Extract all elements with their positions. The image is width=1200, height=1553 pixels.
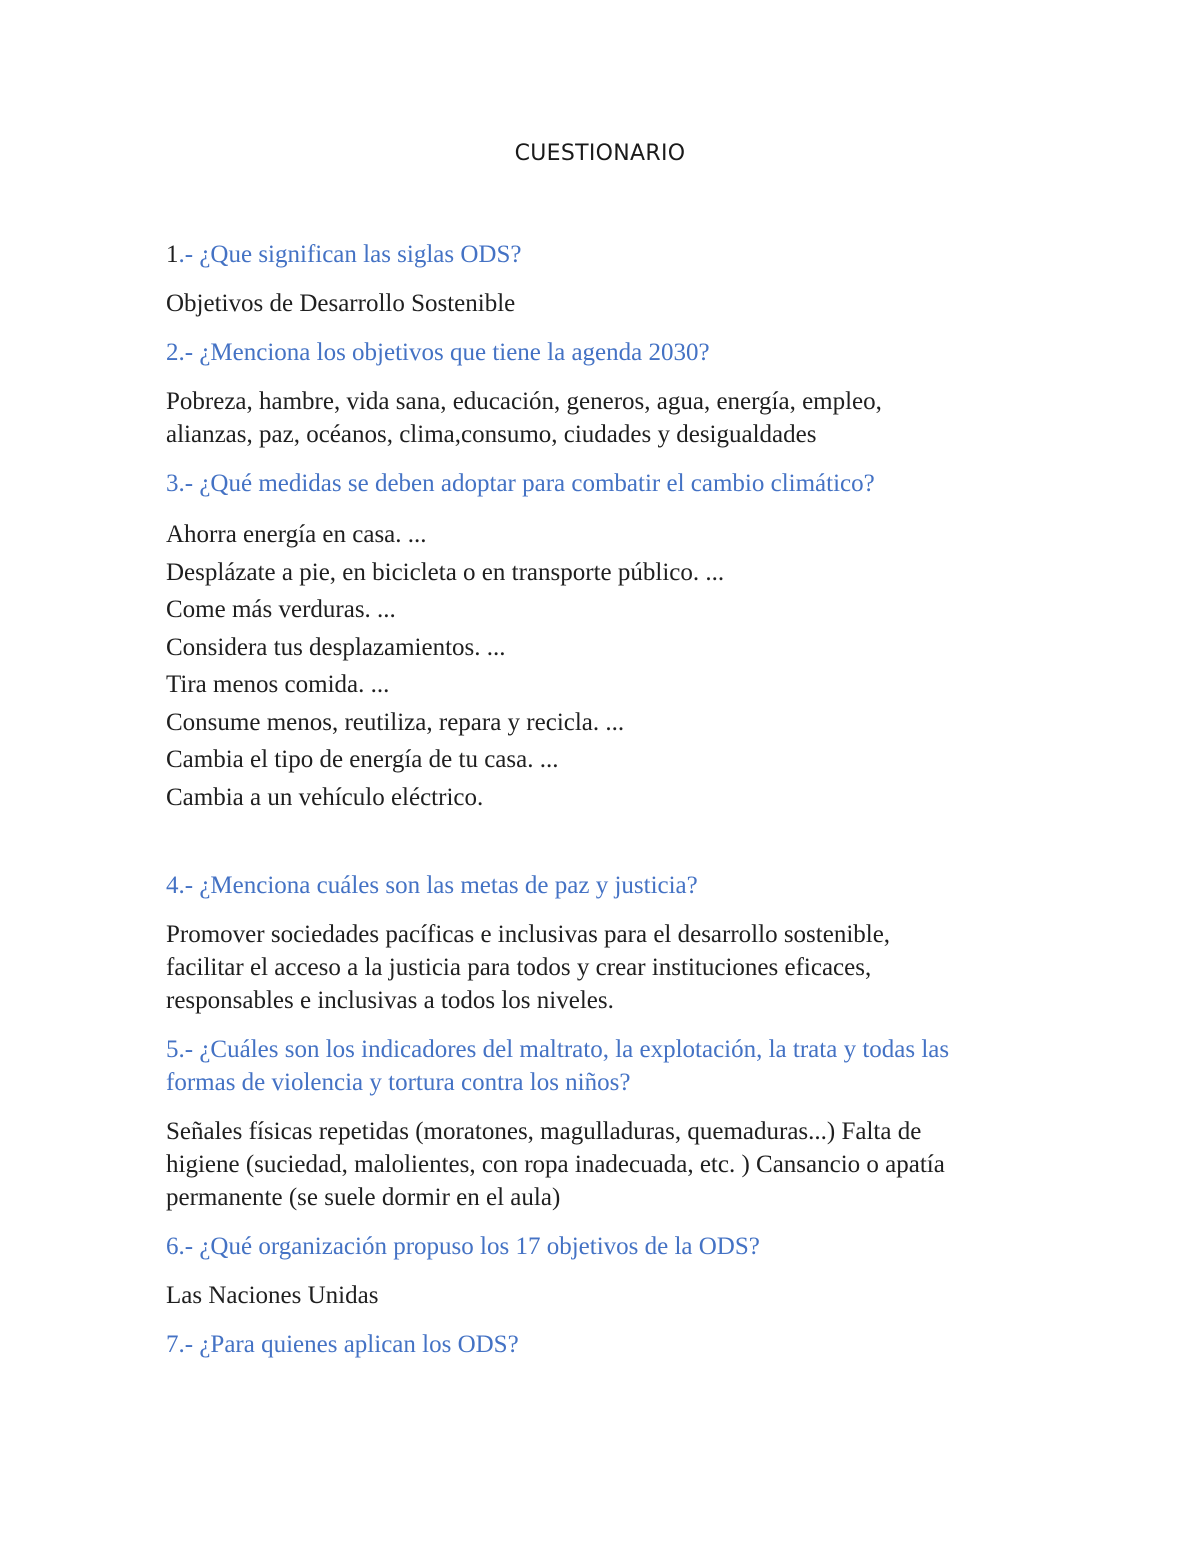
- question-text: .- ¿Que significan las siglas ODS?: [178, 241, 522, 268]
- answer-line: Las Naciones Unidas: [166, 1282, 379, 1309]
- answer-line: Pobreza, hambre, vida sana, educación, generos, agua, energía, empleo,: [166, 388, 882, 415]
- question-text: .- ¿Qué medidas se deben adoptar para combatir el cambio climático?: [178, 470, 875, 497]
- question-number: 2: [166, 339, 179, 366]
- answer-line: Objetivos de Desarrollo Sostenible: [166, 290, 516, 317]
- question-text: .- ¿Cuáles son los indicadores del maltrato, la explotación, la trata y todas las: [178, 1036, 950, 1063]
- answer-line: Promover sociedades pacíficas e inclusivas para el desarrollo sostenible,: [166, 921, 891, 948]
- question-number: 7: [166, 1331, 179, 1358]
- question-4: [166, 869, 1046, 902]
- answer-list-item: Consume menos, reutiliza, repara y recicla. ...: [166, 708, 625, 736]
- answer-line: Señales físicas repetidas (moratones, magulladuras, quemaduras...) Falta de: [166, 1118, 922, 1145]
- answer-line: facilitar el acceso a la justicia para todos y crear instituciones eficaces,: [166, 954, 872, 981]
- answer-line: alianzas, paz, océanos, clima,consumo, ciudades y desigualdades: [166, 421, 817, 448]
- question-text: .- ¿Para quienes aplican los ODS?: [178, 1331, 519, 1358]
- answer-line: higiene (suciedad, malolientes, con ropa inadecuada, etc. ) Cansancio o apatía: [166, 1151, 945, 1178]
- answer-1: [166, 287, 1046, 320]
- question-2: [166, 336, 1046, 369]
- answer-line: responsables e inclusivas a todos los niveles.: [166, 987, 614, 1014]
- answer-3: [166, 516, 1046, 816]
- answer-2: [166, 385, 1046, 451]
- question-number: 5: [166, 1036, 179, 1063]
- question-1: [166, 238, 1046, 271]
- question-line: [166, 1033, 1046, 1066]
- question-number: 3: [166, 470, 179, 497]
- question-number: 6: [166, 1233, 179, 1260]
- question-number: 1: [166, 241, 179, 268]
- answer-list-item: Considera tus desplazamientos. ...: [166, 633, 506, 661]
- document-title: CUESTIONARIO: [514, 141, 686, 166]
- answer-4: [166, 918, 1046, 1017]
- answer-line: permanente (se suele dormir en el aula): [166, 1184, 561, 1211]
- answer-list-item: Ahorra energía en casa. ...: [166, 521, 427, 548]
- question-text: .- ¿Menciona cuáles son las metas de paz y justicia?: [178, 872, 698, 899]
- answer-list-item: Cambia a un vehículo eléctrico.: [166, 783, 484, 811]
- document-body: [166, 238, 1046, 1377]
- answer-5: [166, 1115, 1046, 1214]
- question-5: [166, 1033, 1046, 1099]
- answer-6: [166, 1279, 1046, 1312]
- question-number: 4: [166, 872, 179, 899]
- question-line: formas de violencia y tortura contra los niños?: [166, 1069, 631, 1096]
- question-6: [166, 1230, 1046, 1263]
- question-text: .- ¿Qué organización propuso los 17 objetivos de la ODS?: [178, 1233, 760, 1260]
- question-3: [166, 467, 1046, 500]
- answer-list-item: Cambia el tipo de energía de tu casa. ...: [166, 746, 559, 773]
- question-7: [166, 1328, 1046, 1361]
- answer-list-item: Come más verduras. ...: [166, 596, 396, 623]
- answer-list-item: Desplázate a pie, en bicicleta o en transporte público. ...: [166, 558, 725, 586]
- question-text: .- ¿Menciona los objetivos que tiene la agenda 2030?: [178, 339, 710, 366]
- answer-list-item: Tira menos comida. ...: [166, 671, 390, 698]
